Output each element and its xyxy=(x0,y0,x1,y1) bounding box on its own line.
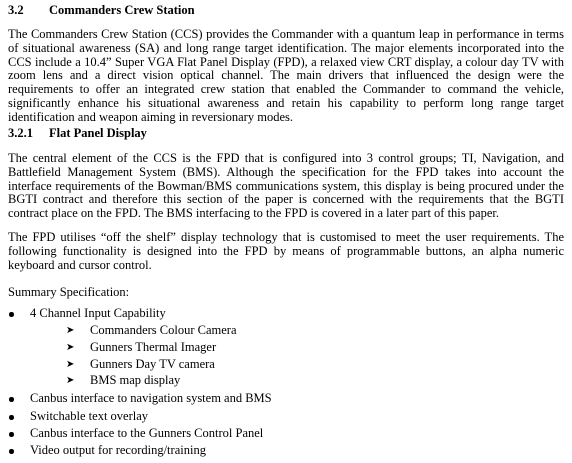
list-item-text: Canbus interface to the Gunners Control Panel xyxy=(30,426,264,440)
list-item-text: 4 Channel Input Capability xyxy=(30,306,166,320)
list-item-text: Canbus interface to navigation system and BMS xyxy=(30,391,272,405)
bullet-icon xyxy=(9,397,14,402)
bullet-icon xyxy=(9,312,14,317)
sub-list-item-text: Gunners Day TV camera xyxy=(90,357,215,371)
bullet-icon xyxy=(9,415,14,420)
arrow-bullet-icon: ➤ xyxy=(66,359,75,370)
bullet-icon xyxy=(9,449,14,454)
fpd-paragraph-2: The FPD utilises “off the shelf” display technology that is customised to meet the user requirements. The following functionality is designed into the FPD by means of programmable buttons, an alpha numeric keyboard and cursor control. xyxy=(8,230,564,272)
summary-label: Summary Specification: xyxy=(8,285,130,299)
sub-list-item-text: Gunners Thermal Imager xyxy=(90,340,217,354)
section-heading-3-2-1 xyxy=(8,126,147,141)
fpd-paragraph-1: The central element of the CCS is the FPD that is configured into 3 control groups; TI, Navigation, and Battlefield Management System (BMS). Although the specification for the FPD takes into account the interface requirements of the Bowman/BMS communications system, this display is being procured under the BGTI contract and therefore this section of the paper is concerned with the requirements that the BGTI contract place on the FPD. The BMS interfacing to the FPD is covered in a later part of this paper. xyxy=(8,151,564,221)
sub-list-item-text: BMS map display xyxy=(90,373,181,387)
section-number: 3.2.1 xyxy=(8,126,33,140)
sub-list-item-text: Commanders Colour Camera xyxy=(90,323,237,337)
arrow-bullet-icon: ➤ xyxy=(66,375,75,386)
ccs-paragraph: The Commanders Crew Station (CCS) provides the Commander with a quantum leap in performance in terms of situational awareness (SA) and long range target identification. The major elements incorporated into the CCS include a 10.4” Super VGA Flat Panel Display (FPD), a relaxed view CRT display, a colour day TV with zoom lens and a direct vision optical channel. The main drivers that influenced the design were the requirements to offer an integrated crew station that enabled the Commander to command the vehicle, significantly enhance his situational awareness and retain his capability to perform long range target identification and weapon aiming in reversionary modes. xyxy=(8,27,564,124)
arrow-bullet-icon: ➤ xyxy=(66,325,75,336)
section-title: Commanders Crew Station xyxy=(49,3,195,17)
bullet-icon xyxy=(9,432,14,437)
section-title: Flat Panel Display xyxy=(49,126,147,140)
arrow-bullet-icon: ➤ xyxy=(66,342,75,353)
list-item-text: Video output for recording/training xyxy=(30,443,206,457)
section-heading-3-2 xyxy=(8,3,195,18)
list-item-text: Switchable text overlay xyxy=(30,409,149,423)
section-number: 3.2 xyxy=(8,3,24,17)
